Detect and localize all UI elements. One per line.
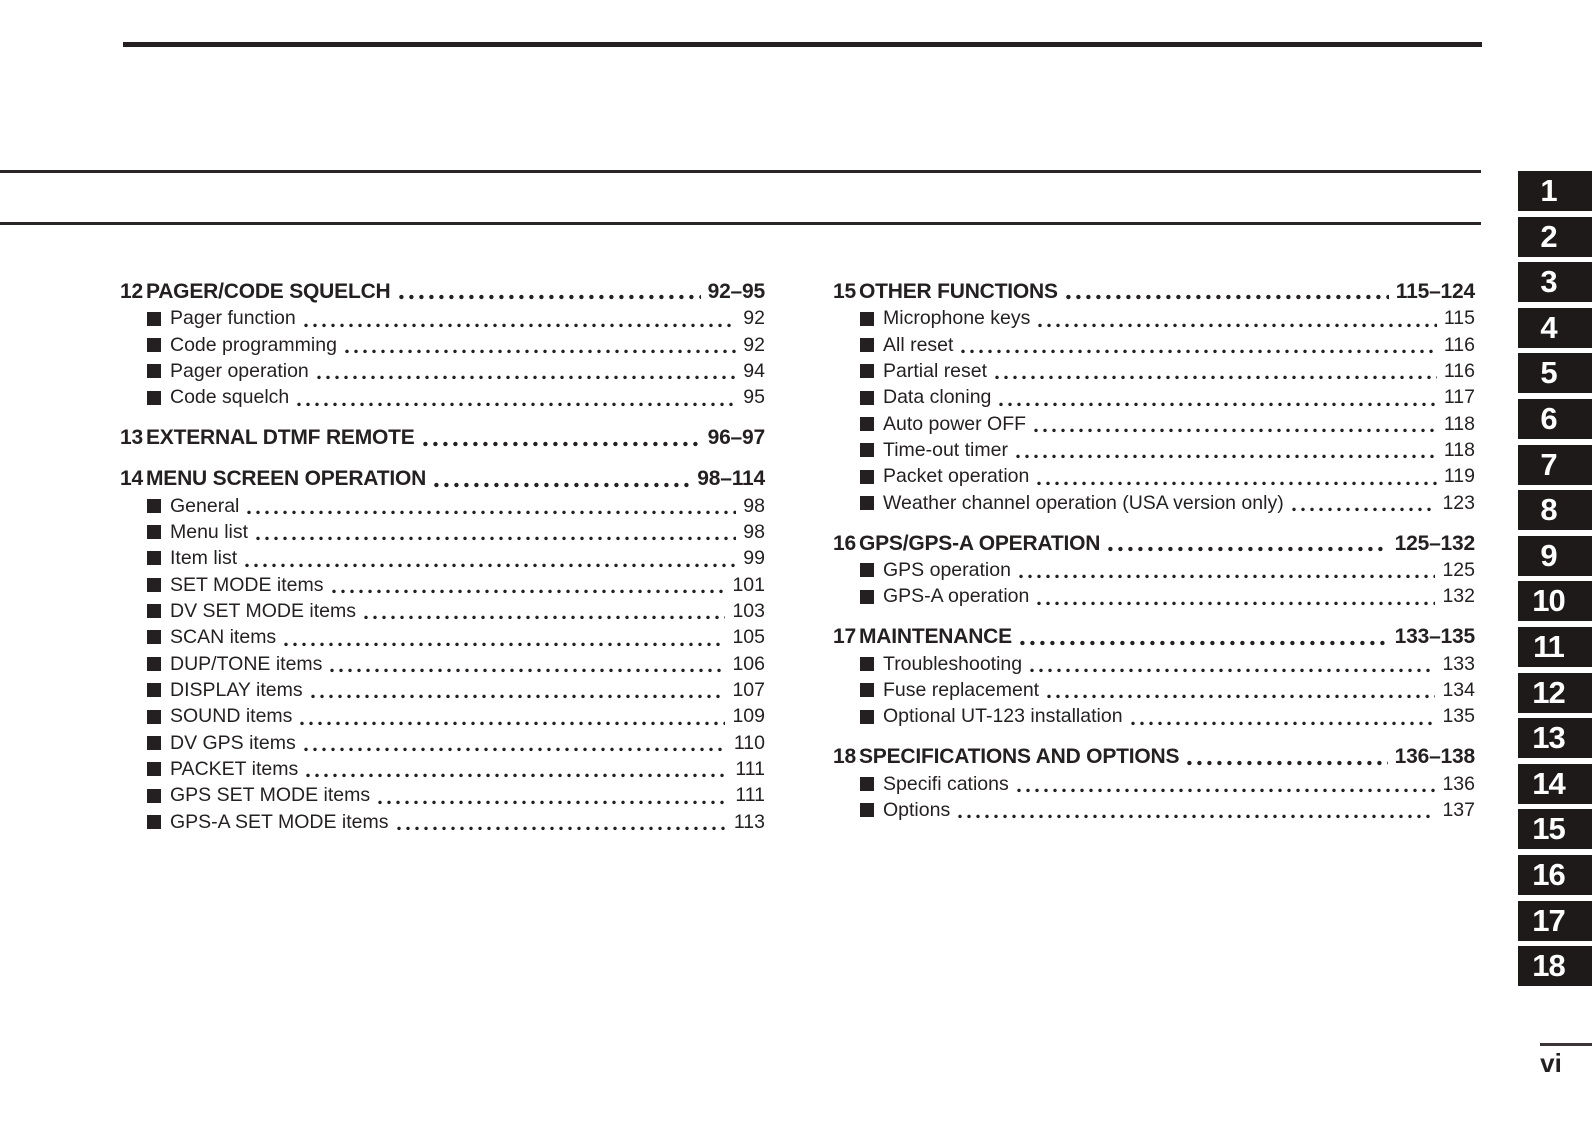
dot-leader bbox=[1037, 480, 1437, 487]
toc-section-number: 17 bbox=[833, 625, 856, 649]
toc-section-heading bbox=[833, 279, 1475, 305]
toc-section-number: 15 bbox=[833, 280, 856, 303]
toc-section-heading bbox=[120, 279, 765, 305]
toc-section-title: OTHER FUNCTIONS bbox=[858, 280, 1058, 303]
dot-leader bbox=[434, 481, 690, 489]
toc-item-row bbox=[833, 490, 1475, 516]
toc-item-page: 111 bbox=[735, 758, 765, 781]
dot-leader bbox=[1037, 600, 1435, 607]
toc-item-label: Troubleshooting bbox=[883, 652, 1023, 675]
toc-item-row bbox=[833, 557, 1475, 583]
toc-item-label: Microphone keys bbox=[883, 307, 1031, 330]
square-bullet-icon bbox=[860, 657, 874, 671]
toc-item-label: All reset bbox=[883, 333, 954, 356]
dot-leader bbox=[304, 746, 727, 753]
toc-item-row bbox=[120, 598, 765, 624]
dot-leader bbox=[1020, 639, 1388, 647]
toc-item-page: 117 bbox=[1443, 386, 1475, 409]
toc-item-row bbox=[833, 305, 1475, 331]
chapter-tab-16: 16 bbox=[1518, 855, 1592, 895]
chapter-tab-3: 3 bbox=[1518, 262, 1592, 302]
toc-item-label: Fuse replacement bbox=[883, 679, 1040, 701]
toc-item-label: General bbox=[170, 494, 240, 517]
toc-item-row bbox=[120, 572, 765, 598]
toc-section-pages: 92–95 bbox=[707, 280, 765, 303]
toc-item-row bbox=[120, 545, 765, 571]
toc-item-label: Pager function bbox=[170, 307, 296, 330]
toc-item-page: 103 bbox=[732, 599, 765, 622]
toc-item-row bbox=[833, 384, 1475, 410]
square-bullet-icon bbox=[147, 683, 161, 697]
dot-leader bbox=[1047, 693, 1435, 700]
toc-item-label: DUP/TONE items bbox=[170, 652, 323, 675]
toc-item-page: 99 bbox=[743, 547, 765, 570]
dot-leader bbox=[995, 374, 1437, 381]
toc-item-row bbox=[120, 651, 765, 677]
square-bullet-icon bbox=[860, 710, 874, 724]
square-bullet-icon bbox=[147, 630, 161, 644]
toc-item-label: PACKET items bbox=[170, 758, 299, 781]
toc-section-pages: 115–124 bbox=[1395, 280, 1475, 303]
chapter-tab-1: 1 bbox=[1518, 171, 1592, 211]
square-bullet-icon bbox=[147, 499, 161, 513]
toc-item-page: 118 bbox=[1443, 439, 1475, 462]
toc-section-number: 18 bbox=[833, 745, 856, 769]
square-bullet-icon bbox=[147, 789, 161, 803]
chapter-tab-7: 7 bbox=[1518, 445, 1592, 485]
toc-section-number: 14 bbox=[120, 467, 143, 491]
toc-item-label: SOUND items bbox=[170, 705, 293, 728]
toc-item-row bbox=[833, 771, 1475, 797]
square-bullet-icon bbox=[147, 604, 161, 618]
toc-section-pages: 125–132 bbox=[1394, 531, 1475, 555]
toc-item-row bbox=[833, 411, 1475, 437]
chapter-tab-17: 17 bbox=[1518, 901, 1592, 941]
square-bullet-icon bbox=[147, 338, 161, 352]
toc-section-pages: 98–114 bbox=[697, 467, 765, 491]
toc-item-page: 109 bbox=[732, 705, 765, 728]
dot-leader bbox=[306, 772, 728, 779]
toc-item-page: 101 bbox=[732, 573, 765, 596]
toc-column-right bbox=[833, 279, 1475, 823]
square-bullet-icon bbox=[860, 563, 874, 577]
chapter-tab-2: 2 bbox=[1518, 217, 1592, 257]
chapter-tab-4: 4 bbox=[1518, 308, 1592, 348]
dot-leader bbox=[300, 720, 725, 727]
dot-leader bbox=[1034, 427, 1437, 434]
toc-item-page: 105 bbox=[732, 626, 765, 649]
dot-leader bbox=[1066, 293, 1389, 301]
toc-item-page: 137 bbox=[1442, 798, 1475, 821]
toc-item-label: SCAN items bbox=[170, 626, 277, 649]
dot-leader bbox=[284, 641, 725, 648]
dot-leader bbox=[378, 799, 728, 806]
toc-section-title: EXTERNAL DTMF REMOTE bbox=[145, 426, 415, 450]
toc-item-label: GPS operation bbox=[883, 559, 1011, 582]
square-bullet-icon bbox=[860, 443, 874, 457]
dot-leader bbox=[247, 509, 736, 516]
toc-section-heading bbox=[120, 425, 765, 451]
square-bullet-icon bbox=[147, 762, 161, 776]
toc-section-heading bbox=[833, 744, 1475, 770]
toc-item-row bbox=[833, 651, 1475, 677]
square-bullet-icon bbox=[147, 578, 161, 592]
dot-leader bbox=[256, 535, 736, 542]
toc-section-heading bbox=[833, 624, 1475, 650]
chapter-tab-strip bbox=[1518, 171, 1592, 992]
toc-item-page: 98 bbox=[743, 520, 765, 543]
toc-item-label: DV SET MODE items bbox=[170, 599, 357, 622]
toc-item-label: Pager operation bbox=[170, 360, 309, 383]
chapter-tab-15: 15 bbox=[1518, 809, 1592, 849]
toc-item-row bbox=[120, 305, 765, 331]
toc-section-pages: 133–135 bbox=[1394, 625, 1475, 649]
square-bullet-icon bbox=[860, 590, 874, 604]
square-bullet-icon bbox=[147, 391, 161, 405]
square-bullet-icon bbox=[147, 736, 161, 750]
toc-section-title: PAGER/CODE SQUELCH bbox=[145, 280, 391, 303]
toc-item-label: DISPLAY items bbox=[170, 679, 303, 701]
toc-item-row bbox=[120, 703, 765, 729]
toc-item-row bbox=[120, 624, 765, 650]
toc-section-title: MAINTENANCE bbox=[858, 625, 1012, 649]
top-thick-rule bbox=[123, 42, 1482, 47]
toc-item-page: 119 bbox=[1443, 465, 1475, 488]
chapter-tab-18: 18 bbox=[1518, 946, 1592, 986]
toc-item-row bbox=[120, 730, 765, 756]
toc-section-number: 12 bbox=[120, 280, 143, 303]
toc-item-page: 111 bbox=[735, 784, 765, 807]
chapter-tab-8: 8 bbox=[1518, 490, 1592, 530]
toc-section-title: MENU SCREEN OPERATION bbox=[145, 467, 427, 491]
toc-section-number: 13 bbox=[120, 426, 143, 450]
toc-item-row bbox=[120, 756, 765, 782]
square-bullet-icon bbox=[860, 391, 874, 405]
header-divider-line-1 bbox=[0, 170, 1481, 173]
toc-section-heading bbox=[120, 466, 765, 492]
toc-item-label: GPS-A SET MODE items bbox=[170, 810, 389, 833]
toc-item-label: DV GPS items bbox=[170, 731, 296, 754]
toc-item-row bbox=[120, 493, 765, 519]
toc-section-13 bbox=[120, 425, 765, 451]
toc-item-row bbox=[120, 782, 765, 808]
toc-item-page: 106 bbox=[732, 652, 765, 675]
chapter-tab-6: 6 bbox=[1518, 399, 1592, 439]
dot-leader bbox=[332, 588, 726, 595]
dot-leader bbox=[1030, 667, 1435, 674]
dot-leader bbox=[399, 293, 701, 301]
dot-leader bbox=[1187, 759, 1387, 767]
toc-item-label: SET MODE items bbox=[170, 573, 324, 596]
toc-item-row bbox=[833, 358, 1475, 384]
dot-leader bbox=[1108, 545, 1387, 553]
dot-leader bbox=[1038, 322, 1437, 329]
toc-item-page: 95 bbox=[743, 386, 765, 409]
toc-item-label: Options bbox=[883, 798, 951, 821]
toc-item-row bbox=[833, 437, 1475, 463]
dot-leader bbox=[1131, 720, 1436, 727]
dot-leader bbox=[1292, 506, 1436, 513]
toc-section-title: SPECIFICATIONS AND OPTIONS bbox=[858, 745, 1180, 769]
toc-section-12 bbox=[120, 279, 765, 411]
dot-leader bbox=[297, 401, 736, 408]
toc-item-row bbox=[833, 677, 1475, 703]
dot-leader bbox=[245, 562, 736, 569]
toc-item-page: 92 bbox=[743, 307, 765, 330]
toc-item-label: GPS-A operation bbox=[883, 585, 1030, 608]
dot-leader bbox=[304, 322, 737, 329]
square-bullet-icon bbox=[860, 777, 874, 791]
toc-section-17 bbox=[833, 624, 1475, 729]
toc-item-row bbox=[833, 583, 1475, 609]
toc-item-page: 107 bbox=[732, 679, 765, 701]
toc-item-row bbox=[120, 384, 765, 410]
toc-item-label: Auto power OFF bbox=[883, 412, 1027, 435]
square-bullet-icon bbox=[860, 683, 874, 697]
toc-section-15 bbox=[833, 279, 1475, 516]
header-divider-line-2 bbox=[0, 222, 1481, 225]
square-bullet-icon bbox=[147, 657, 161, 671]
square-bullet-icon bbox=[860, 417, 874, 431]
toc-item-page: 123 bbox=[1442, 491, 1475, 514]
chapter-tab-12: 12 bbox=[1518, 673, 1592, 713]
square-bullet-icon bbox=[860, 470, 874, 484]
toc-item-row bbox=[120, 332, 765, 358]
toc-section-pages: 136–138 bbox=[1394, 745, 1475, 769]
toc-item-row bbox=[120, 677, 765, 703]
chapter-tab-10: 10 bbox=[1518, 581, 1592, 621]
toc-item-row bbox=[833, 332, 1475, 358]
toc-item-label: Time-out timer bbox=[883, 439, 1008, 462]
square-bullet-icon bbox=[860, 364, 874, 378]
toc-item-page: 125 bbox=[1442, 559, 1475, 582]
dot-leader bbox=[317, 374, 737, 381]
dot-leader bbox=[345, 348, 736, 355]
toc-section-pages: 96–97 bbox=[707, 426, 765, 450]
dot-leader bbox=[1016, 453, 1437, 460]
square-bullet-icon bbox=[147, 710, 161, 724]
toc-section-14 bbox=[120, 466, 765, 835]
toc-item-label: Optional UT-123 installation bbox=[883, 705, 1123, 728]
toc-item-page: 110 bbox=[733, 731, 765, 754]
square-bullet-icon bbox=[860, 312, 874, 326]
toc-item-page: 118 bbox=[1443, 412, 1475, 435]
chapter-tab-11: 11 bbox=[1518, 627, 1592, 667]
square-bullet-icon bbox=[147, 815, 161, 829]
dot-leader bbox=[999, 401, 1437, 408]
chapter-tab-9: 9 bbox=[1518, 536, 1592, 576]
toc-item-label: Code programming bbox=[170, 333, 337, 356]
toc-section-heading bbox=[833, 531, 1475, 557]
square-bullet-icon bbox=[860, 338, 874, 352]
toc-item-page: 98 bbox=[743, 494, 765, 517]
toc-item-page: 135 bbox=[1442, 705, 1475, 728]
square-bullet-icon bbox=[147, 551, 161, 565]
chapter-tab-13: 13 bbox=[1518, 718, 1592, 758]
toc-item-row bbox=[833, 703, 1475, 729]
toc-item-label: Partial reset bbox=[883, 360, 988, 383]
chapter-tab-14: 14 bbox=[1518, 764, 1592, 804]
toc-section-16 bbox=[833, 531, 1475, 610]
square-bullet-icon bbox=[147, 525, 161, 539]
toc-item-page: 116 bbox=[1443, 360, 1475, 383]
toc-item-page: 134 bbox=[1442, 679, 1475, 701]
toc-section-18 bbox=[833, 744, 1475, 823]
toc-item-page: 116 bbox=[1443, 333, 1475, 356]
toc-item-row bbox=[833, 463, 1475, 489]
toc-item-label: Menu list bbox=[170, 520, 249, 543]
toc-item-page: 136 bbox=[1442, 772, 1475, 795]
footer-page-rule bbox=[1540, 1043, 1592, 1046]
dot-leader bbox=[423, 440, 701, 448]
toc-item-row bbox=[120, 358, 765, 384]
dot-leader bbox=[311, 693, 726, 700]
toc-section-title: GPS/GPS-A OPERATION bbox=[858, 531, 1101, 555]
toc-item-page: 133 bbox=[1442, 652, 1475, 675]
square-bullet-icon bbox=[860, 496, 874, 510]
toc-item-row bbox=[833, 797, 1475, 823]
dot-leader bbox=[961, 348, 1436, 355]
dot-leader bbox=[364, 614, 725, 621]
toc-item-label: Item list bbox=[170, 547, 238, 570]
chapter-tab-5: 5 bbox=[1518, 353, 1592, 393]
toc-item-page: 113 bbox=[733, 810, 765, 833]
square-bullet-icon bbox=[147, 364, 161, 378]
dot-leader bbox=[1019, 573, 1436, 580]
toc-item-row bbox=[120, 809, 765, 835]
toc-item-page: 132 bbox=[1442, 585, 1475, 608]
toc-section-number: 16 bbox=[833, 531, 856, 555]
toc-item-page: 115 bbox=[1443, 307, 1475, 330]
toc-column-left bbox=[120, 279, 765, 835]
dot-leader bbox=[1017, 787, 1436, 794]
toc-item-label: Data cloning bbox=[883, 386, 992, 409]
toc-item-label: GPS SET MODE items bbox=[170, 784, 371, 807]
toc-item-label: Packet operation bbox=[883, 465, 1030, 488]
dot-leader bbox=[330, 667, 725, 674]
toc-item-page: 92 bbox=[743, 333, 765, 356]
toc-item-label: Weather channel operation (USA version only) bbox=[883, 491, 1284, 514]
square-bullet-icon bbox=[147, 312, 161, 326]
dot-leader bbox=[397, 825, 727, 832]
footer-page-number: vi bbox=[1540, 1048, 1562, 1078]
toc-item-page: 94 bbox=[743, 360, 765, 383]
toc-item-label: Specifi cations bbox=[883, 772, 1009, 795]
square-bullet-icon bbox=[860, 803, 874, 817]
dot-leader bbox=[958, 813, 1435, 820]
toc-item-label: Code squelch bbox=[170, 386, 290, 409]
toc-item-row bbox=[120, 519, 765, 545]
